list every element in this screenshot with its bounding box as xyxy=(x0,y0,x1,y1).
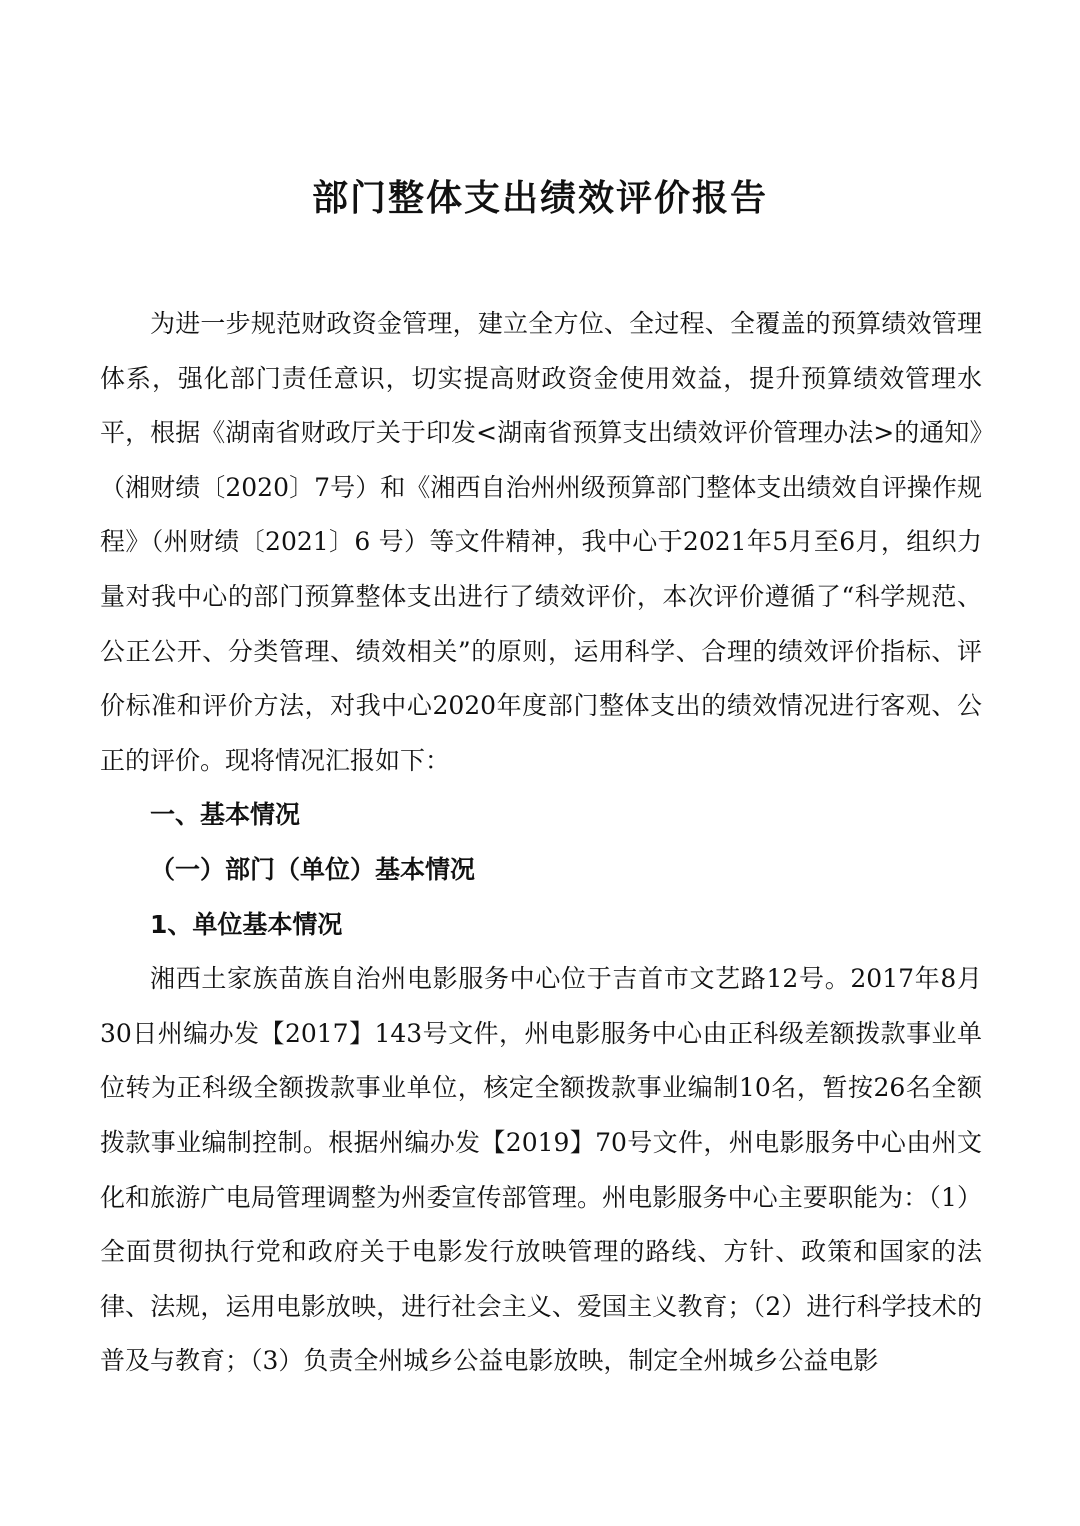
section-heading-basic-info: 一、基本情况 xyxy=(150,800,301,830)
intro-paragraph: 为进一步规范财政资金管理，建立全方位、全过程、全覆盖的预算绩效管理体系，强化部门责任意识，切实提高财政资金使用效益，提升预算绩效管理水平，根据《湖南省财政厅关于印发<湖南省预算支出绩效评价管理办法>的通知》（湘财绩〔2020〕7号）和《湘西自治州州级预算部门整体支出绩效自评操作规程》（州财绩〔2021〕6 号）等文件精神，我中心于2021年5月至6月，组织力量对我中心的部门预算整体支出进行了绩效评价，本次评价遵循了“科学规范、公正公开、分类管理、绩效相关”的原则，运用科学、合理的绩效评价指标、评价标准和评价方法，对我中心2020年度部门整体支出的绩效情况进行客观、公正的评价。现将情况汇报如下： xyxy=(100,309,982,775)
subsubsection-heading-unit-info: 1、单位基本情况 xyxy=(150,909,343,939)
subsection-heading-department-info: （一）部门（单位）基本情况 xyxy=(150,854,476,884)
unit-info-paragraph: 湘西土家族苗族自治州电影服务中心位于吉首市文艺路12号。2017年8月30日州编办发【2017】143号文件，州电影服务中心由正科级差额拨款事业单位转为正科级全额拨款事业单位，核定全额拨款事业编制10名，暂按26名全额拨款事业编制控制。根据州编办发【2019】70号文件，州电影服务中心由州文化和旅游广电局管理调整为州委宣传部管理。州电影服务中心主要职能为：（1）全面贯彻执行党和政府关于电影发行放映管理的路线、方针、政策和国家的法律、法规，运用电影放映，进行社会主义、爱国主义教育；（2）进行科学技术的普及与教育；（3）负责全州城乡公益电影放映，制定全州城乡公益电影 xyxy=(100,964,982,1376)
document-title: 部门整体支出绩效评价报告 xyxy=(311,178,768,219)
document-body xyxy=(100,297,982,1389)
